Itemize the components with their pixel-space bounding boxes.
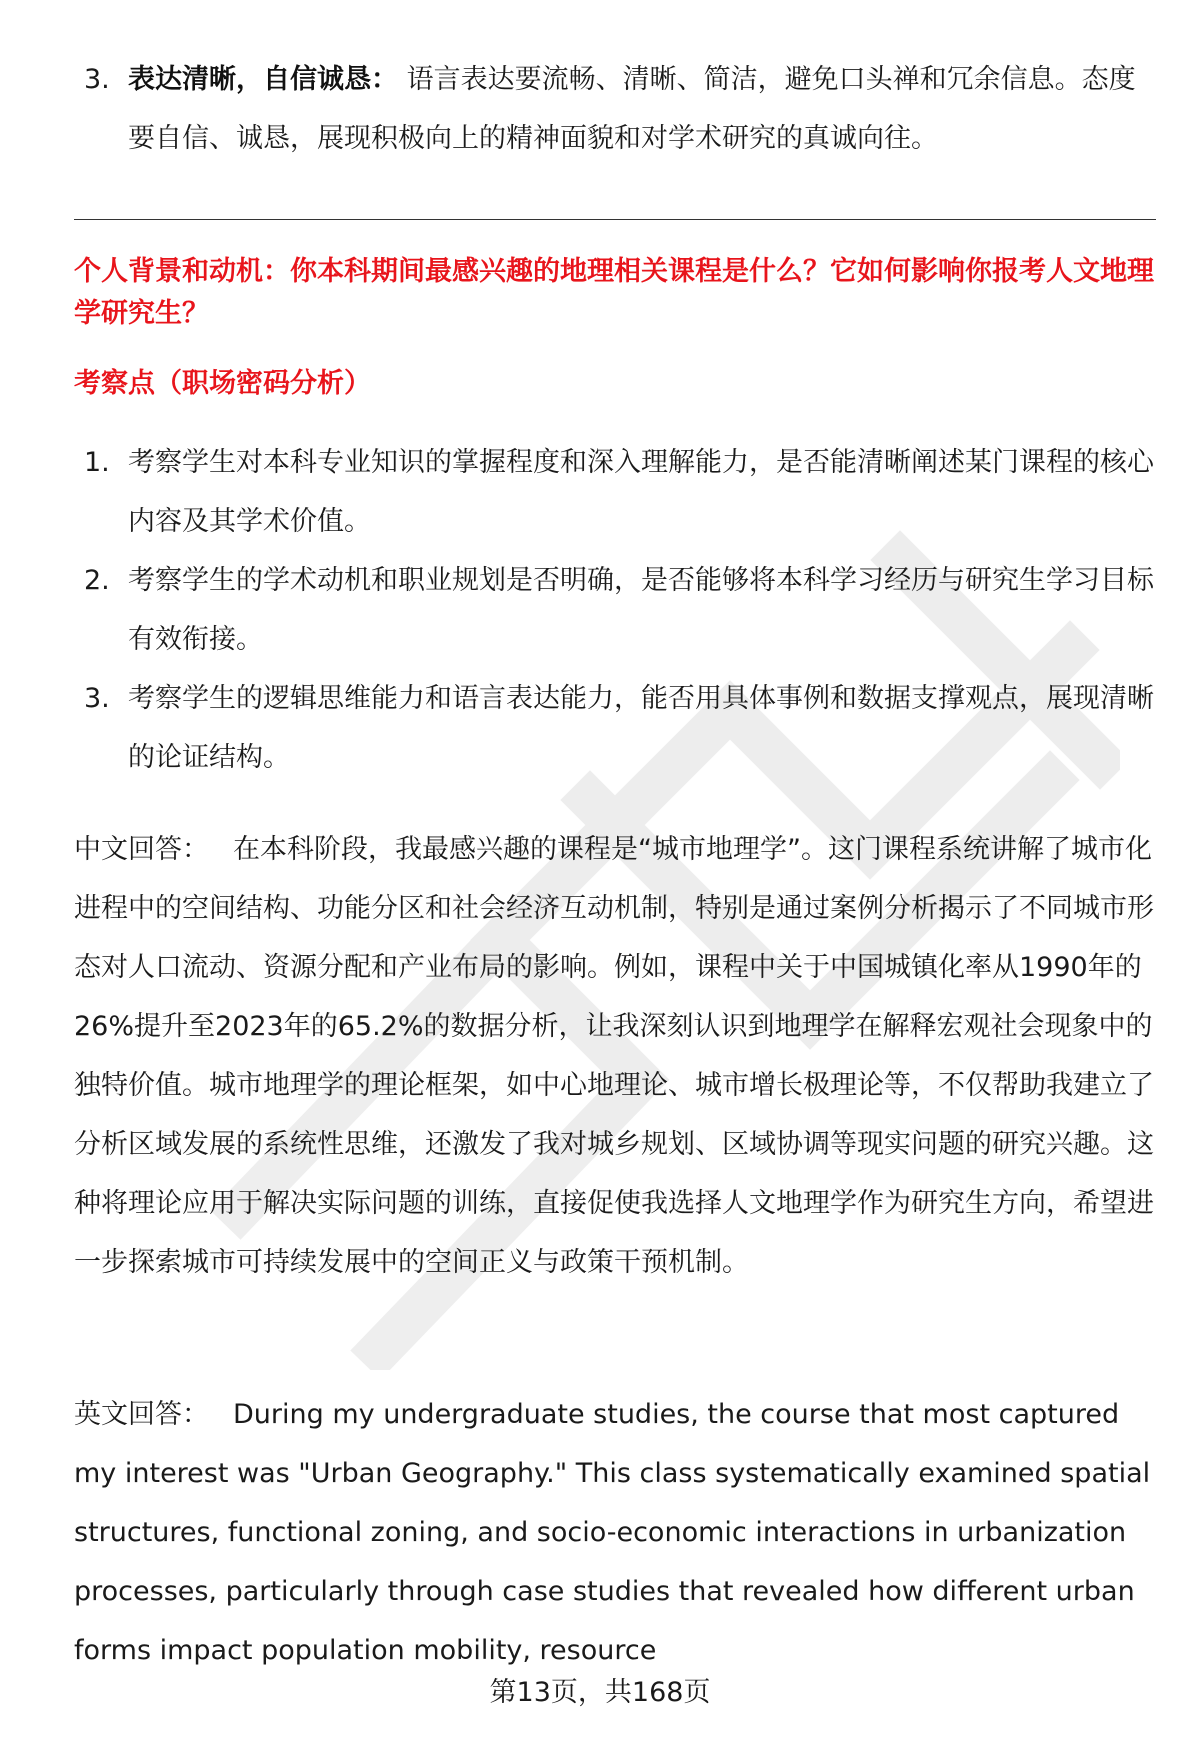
list-item-text: 考察学生对本科专业知识的掌握程度和深入理解能力，是否能清晰阐述某门课程的核心内容及其学术价值。 <box>128 447 1154 537</box>
assessment-item-2 <box>74 551 1154 669</box>
list-item-text: 考察学生的学术动机和职业规划是否明确，是否能够将本科学习经历与研究生学习目标有效衔接。 <box>128 565 1154 655</box>
list-item-text: 考察学生的逻辑思维能力和语言表达能力，能否用具体事例和数据支撑观点，展现清晰的论证结构。 <box>128 683 1154 773</box>
question-heading: 个人背景和动机：你本科期间最感兴趣的地理相关课程是什么？它如何影响你报考人文地理学研究生？ <box>74 256 1154 329</box>
english-answer <box>74 1385 1156 1680</box>
list-item-title: 表达清晰，自信诚恳： <box>128 64 398 95</box>
list-number: 1. <box>84 447 110 478</box>
english-answer-text: During my undergraduate studies, the course that most captured my interest was "Urban Geography." This class systematically examined spatial structures, functional zoning, and socio-economic interactions in urbanization processes, particularly through case studies that revealed how different urban forms impact population mobility, resource <box>74 1399 1151 1666</box>
assessment-item-1 <box>74 433 1154 551</box>
page-number-footer: 第13页，共168页 <box>489 1677 711 1708</box>
list-number: 3. <box>84 683 110 714</box>
section-divider <box>74 219 1156 220</box>
chinese-answer-label: 中文回答： <box>74 834 209 865</box>
list-number: 3. <box>84 64 110 95</box>
assessment-item-3 <box>74 669 1154 787</box>
list-item-text: 语言表达要流畅、清晰、简洁，避免口头禅和冗余信息。态度要自信、诚恳，展现积极向上的精神面貌和对学术研究的真诚向往。 <box>128 64 1136 154</box>
list-number: 2. <box>84 565 110 596</box>
english-answer-label: 英文回答： <box>74 1399 209 1430</box>
prev-list-item-3 <box>74 50 1154 168</box>
assessment-heading: 考察点（职场密码分析） <box>74 368 371 399</box>
chinese-answer-text: 在本科阶段，我最感兴趣的课程是“城市地理学”。这门课程系统讲解了城市化进程中的空间结构、功能分区和社会经济互动机制，特别是通过案例分析揭示了不同城市形态对人口流动、资源分配和产业布局的影响。例如，课程中关于中国城镇化率从1990年的26%提升至2023年的65.2%的数据分析，让我深刻认识到地理学在解释宏观社会现象中的独特价值。城市地理学的理论框架，如中心地理论、城市增长极理论等，不仅帮助我建立了分析区域发展的系统性思维，还激发了我对城乡规划、区域协调等现实问题的研究兴趣。这种将理论应用于解决实际问题的训练，直接促使我选择人文地理学作为研究生方向，希望进一步探索城市可持续发展中的空间正义与政策干预机制。 <box>74 834 1154 1278</box>
chinese-answer <box>74 820 1156 1292</box>
